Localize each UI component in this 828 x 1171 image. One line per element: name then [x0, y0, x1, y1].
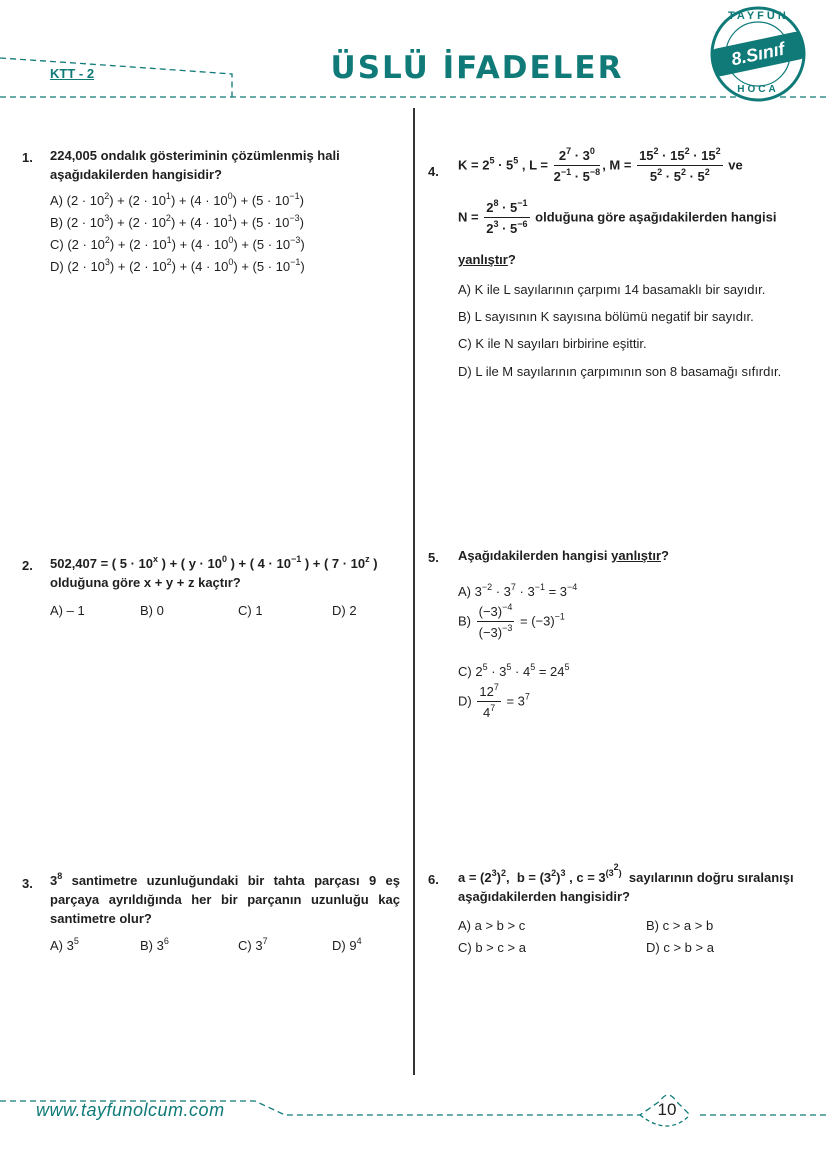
option-b[interactable]: B) L sayısının K sayısına bölümü negatif bir sayıdır. [458, 309, 754, 324]
question-number: 6. [428, 872, 439, 887]
question-text: 224,005 ondalık gösteriminin çözümlenmiş hali aşağıdakilerden hangisidir? [50, 148, 340, 182]
question-text: Aşağıdakilerden hangisi yanlıştır? [458, 548, 669, 563]
option-c[interactable]: C) b > c > a [458, 940, 526, 955]
option-d[interactable]: D) L ile M sayılarının çarpımının son 8 basamağı sıfırdır. [458, 364, 782, 379]
question-number: 4. [428, 164, 439, 179]
page-title: ÜSLÜ İFADELER [330, 50, 624, 86]
option-d[interactable]: D) $(2 \cdot 10^3) + (2 \cdot 10^2) + (4 \cdot 10^0) + (5 \cdot 10^{-1})$ [50, 257, 305, 274]
test-code: KTT - 2 [50, 66, 95, 81]
question-equation: 502,407 = ( $5 \cdot 10^x$ ) + ( $y \cdot 10^0$ ) + ( $4 \cdot 10^{-1}$ ) + ( $7 \cdot 10^z$ ) [50, 554, 378, 571]
question-number: 1. [22, 150, 33, 165]
option-b[interactable]: B) $3^6$ [140, 936, 169, 953]
question-number: 3. [22, 876, 33, 891]
option-c[interactable]: C) 1 [238, 603, 263, 618]
question-definitions-klm: $K = 2^5 \cdot 5^5$ , L = $\frac{2^7 \cdot 3^0}{2^{-1} \cdot 5^{-8}}$ , M = $\frac{15^2 \cdot 15^2 \cdot 15^2}{5^2 \cdot 5^2 \cdot 5^2}$ ve [458, 146, 743, 184]
option-a[interactable]: A) $(2 \cdot 10^2) + (2 \cdot 10^1) + (4 \cdot 10^0) + (5 \cdot 10^{-1})$ [50, 191, 304, 208]
question-text: $a = (2^3)^2$, $b = (3^2)^3$ , $c = 3^{(3^2)}$ sayılarının doğru sıralanışı aşağıdakilerden hangisidir? [458, 862, 794, 904]
option-a[interactable]: A) – 1 [50, 603, 85, 618]
footer-website-link[interactable]: www.tayfunolcum.com [36, 1100, 225, 1120]
grade-badge-logo [708, 4, 808, 104]
option-d[interactable]: D) c > b > a [646, 940, 714, 955]
option-d[interactable]: D) 2 [332, 603, 357, 618]
option-d[interactable]: D) $9^4$ [332, 936, 362, 953]
question-number: 5. [428, 550, 439, 565]
question-number: 2. [22, 558, 33, 573]
option-a[interactable]: A) $3^5$ [50, 936, 79, 953]
option-c[interactable]: C) $3^7$ [238, 936, 268, 953]
option-b[interactable]: B) $(2 \cdot 10^3) + (2 \cdot 10^2) + (4 \cdot 10^1) + (5 \cdot 10^{-3})$ [50, 213, 304, 230]
option-d[interactable]: D) $\frac{12^7}{4^7}$ = $3^7$ [458, 682, 530, 720]
option-a[interactable]: A) K ile L sayılarının çarpımı 14 basamaklı bir sayıdır. [458, 282, 766, 297]
option-c[interactable]: C) $(2 \cdot 10^2) + (2 \cdot 10^1) + (4 \cdot 10^0) + (5 \cdot 10^{-3})$ [50, 235, 305, 252]
option-c[interactable]: C) K ile N sayıları birbirine eşittir. [458, 336, 647, 351]
badge-bottom-text: HOCA [737, 84, 779, 95]
question-text: $3^8$ santimetre uzunluğundaki bir tahta parçası 9 eş parçaya ayrıldığında her bir parçanın uzunluğu kaç santimetre olur? [50, 871, 400, 926]
option-c[interactable]: C) $2^5 \cdot 3^5 \cdot 4^5 = 24^5$ [458, 662, 570, 679]
question-emphasis: yanlıştır? [458, 252, 516, 267]
option-b[interactable]: B) $\frac{(-3)^{-4}}{(-3)^{-3}}$ = $(-3)^{-1}$ [458, 602, 565, 640]
option-a[interactable]: A) a > b > c [458, 918, 526, 933]
question-text: olduğuna göre x + y + z kaçtır? [50, 575, 241, 590]
badge-top-text: TAYFUN [728, 10, 789, 22]
option-a[interactable]: A) $3^{-2} \cdot 3^7 \cdot 3^{-1} = 3^{-4}$ [458, 582, 578, 599]
column-divider [413, 108, 415, 1075]
badge-main-text: 8.Sınıf [729, 38, 787, 70]
option-b[interactable]: B) 0 [140, 603, 164, 618]
option-b[interactable]: B) c > a > b [646, 918, 714, 933]
page-number: 10 [657, 1100, 677, 1119]
question-definition-n: N = $\frac{2^8 \cdot 5^{-1}}{2^3 \cdot 5^{-6}}$ olduğuna göre aşağıdakilerden hangisi [458, 198, 777, 236]
